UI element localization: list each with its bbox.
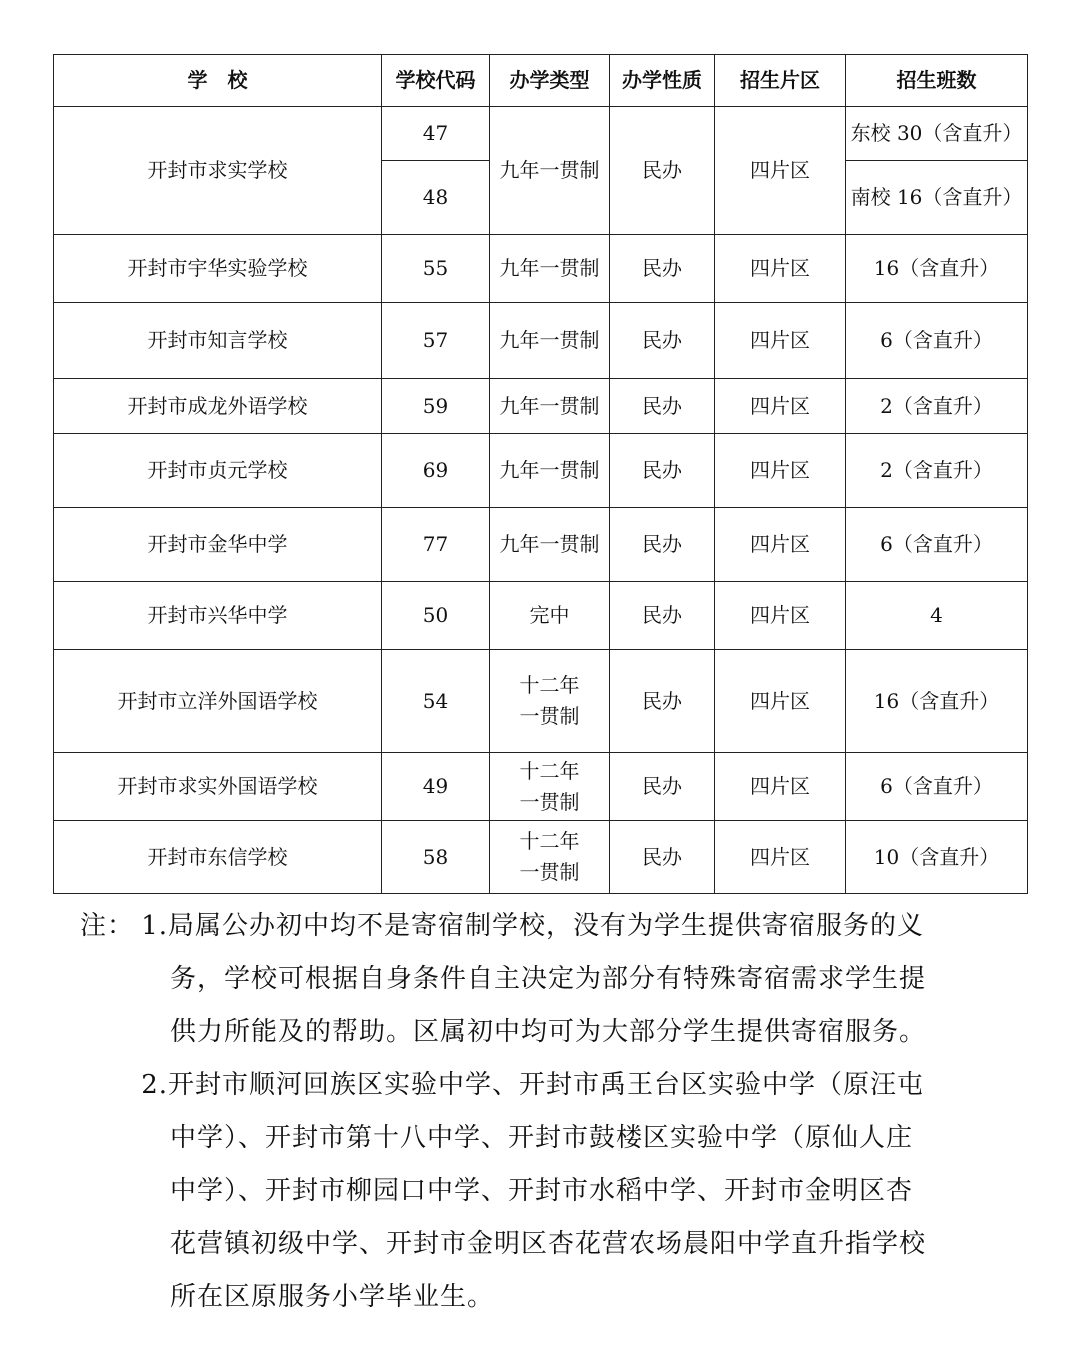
header-area: 招生片区 [715, 55, 846, 107]
note-2-line: 中学）、开封市第十八中学、开封市鼓楼区实验中学（原仙人庄 [170, 1123, 914, 1153]
school-type: 九年一贯制 [490, 107, 610, 235]
school-name: 开封市宇华实验学校 [54, 235, 382, 303]
table-row [54, 235, 1028, 303]
school-nature: 民办 [610, 379, 715, 434]
school-classes: 6（含直升） [846, 303, 1028, 379]
school-classes: 东校 30（含直升） [846, 107, 1028, 161]
school-area: 四片区 [715, 650, 846, 753]
school-classes: 16（含直升） [846, 235, 1028, 303]
table-row [54, 582, 1028, 650]
school-code: 54 [382, 650, 490, 753]
school-name: 开封市知言学校 [54, 303, 382, 379]
school-type [490, 821, 610, 894]
note-2-line [80, 1059, 1020, 1112]
school-name: 开封市贞元学校 [54, 434, 382, 508]
note-2-line: 中学）、开封市柳园口中学、开封市水稻中学、开封市金明区杏 [170, 1176, 914, 1206]
school-area: 四片区 [715, 821, 846, 894]
note-1-line [80, 900, 1020, 953]
table-row [54, 379, 1028, 434]
school-area: 四片区 [715, 379, 846, 434]
school-nature: 民办 [610, 753, 715, 821]
note-2-text: 开封市顺河回族区实验中学、开封市禹王台区实验中学（原汪屯 [168, 1070, 925, 1100]
school-area: 四片区 [715, 235, 846, 303]
school-nature: 民办 [610, 434, 715, 508]
school-type-line: 十二年 [519, 673, 580, 697]
note-1-line: 务，学校可根据自身条件自主决定为部分有特殊寄宿需求学生提 [170, 964, 927, 994]
school-area: 四片区 [715, 753, 846, 821]
note-2-number: 2. [141, 1070, 168, 1100]
note-1-line: 供力所能及的帮助。区属初中均可为大部分学生提供寄宿服务。 [170, 1017, 927, 1047]
school-name: 开封市成龙外语学校 [54, 379, 382, 434]
school-name: 开封市求实外国语学校 [54, 753, 382, 821]
school-code: 69 [382, 434, 490, 508]
school-name: 开封市金华中学 [54, 508, 382, 582]
school-nature: 民办 [610, 582, 715, 650]
school-classes: 2（含直升） [846, 379, 1028, 434]
school-code: 48 [382, 161, 490, 235]
table-row [54, 650, 1028, 753]
school-type: 完中 [490, 582, 610, 650]
school-name: 开封市立洋外国语学校 [54, 650, 382, 753]
school-type [490, 650, 610, 753]
notes-section [80, 900, 1020, 1324]
school-type-line: 十二年 [519, 758, 580, 783]
school-nature: 民办 [610, 508, 715, 582]
school-type [490, 753, 610, 821]
school-classes: 16（含直升） [846, 650, 1028, 753]
school-name: 开封市东信学校 [54, 821, 382, 894]
school-area: 四片区 [715, 434, 846, 508]
school-enrollment-table [53, 54, 1028, 894]
school-name: 开封市兴华中学 [54, 582, 382, 650]
school-type-line: 一贯制 [519, 789, 580, 814]
school-type: 九年一贯制 [490, 508, 610, 582]
note-2-line: 花营镇初级中学、开封市金明区杏花营农场晨阳中学直升指学校 [170, 1229, 927, 1259]
school-type: 九年一贯制 [490, 303, 610, 379]
school-classes: 6（含直升） [846, 753, 1028, 821]
school-type: 九年一贯制 [490, 379, 610, 434]
table-row [54, 107, 1028, 161]
table-row [54, 434, 1028, 508]
school-classes: 6（含直升） [846, 508, 1028, 582]
school-code: 59 [382, 379, 490, 434]
note-1-text: 局属公办初中均不是寄宿制学校，没有为学生提供寄宿服务的义 [168, 911, 925, 941]
school-nature: 民办 [610, 303, 715, 379]
school-code: 58 [382, 821, 490, 894]
header-school: 学 校 [54, 55, 382, 107]
school-name: 开封市求实学校 [54, 107, 382, 235]
school-area: 四片区 [715, 303, 846, 379]
school-code: 55 [382, 235, 490, 303]
school-code: 50 [382, 582, 490, 650]
school-nature: 民办 [610, 650, 715, 753]
school-nature: 民办 [610, 107, 715, 235]
school-code: 49 [382, 753, 490, 821]
school-area: 四片区 [715, 107, 846, 235]
school-type: 九年一贯制 [490, 434, 610, 508]
table-row [54, 821, 1028, 894]
table-row [54, 753, 1028, 821]
school-nature: 民办 [610, 821, 715, 894]
note-2-line: 所在区原服务小学毕业生。 [170, 1282, 495, 1312]
school-type-line: 一贯制 [519, 704, 580, 728]
school-type: 九年一贯制 [490, 235, 610, 303]
school-classes: 4 [846, 582, 1028, 650]
header-nature: 办学性质 [610, 55, 715, 107]
table-header-row [54, 55, 1028, 107]
school-code: 77 [382, 508, 490, 582]
school-area: 四片区 [715, 582, 846, 650]
notes-prefix: 注： [80, 911, 135, 941]
header-code: 学校代码 [382, 55, 490, 107]
school-type-line: 十二年 [519, 829, 580, 853]
header-type: 办学类型 [490, 55, 610, 107]
table-row [54, 303, 1028, 379]
school-classes: 南校 16（含直升） [846, 161, 1028, 235]
school-code: 57 [382, 303, 490, 379]
table-row [54, 508, 1028, 582]
school-classes: 10（含直升） [846, 821, 1028, 894]
school-type-line: 一贯制 [519, 860, 580, 884]
school-nature: 民办 [610, 235, 715, 303]
school-area: 四片区 [715, 508, 846, 582]
school-code: 47 [382, 107, 490, 161]
school-classes: 2（含直升） [846, 434, 1028, 508]
note-1-number: 1. [141, 911, 168, 941]
header-classes: 招生班数 [846, 55, 1028, 107]
